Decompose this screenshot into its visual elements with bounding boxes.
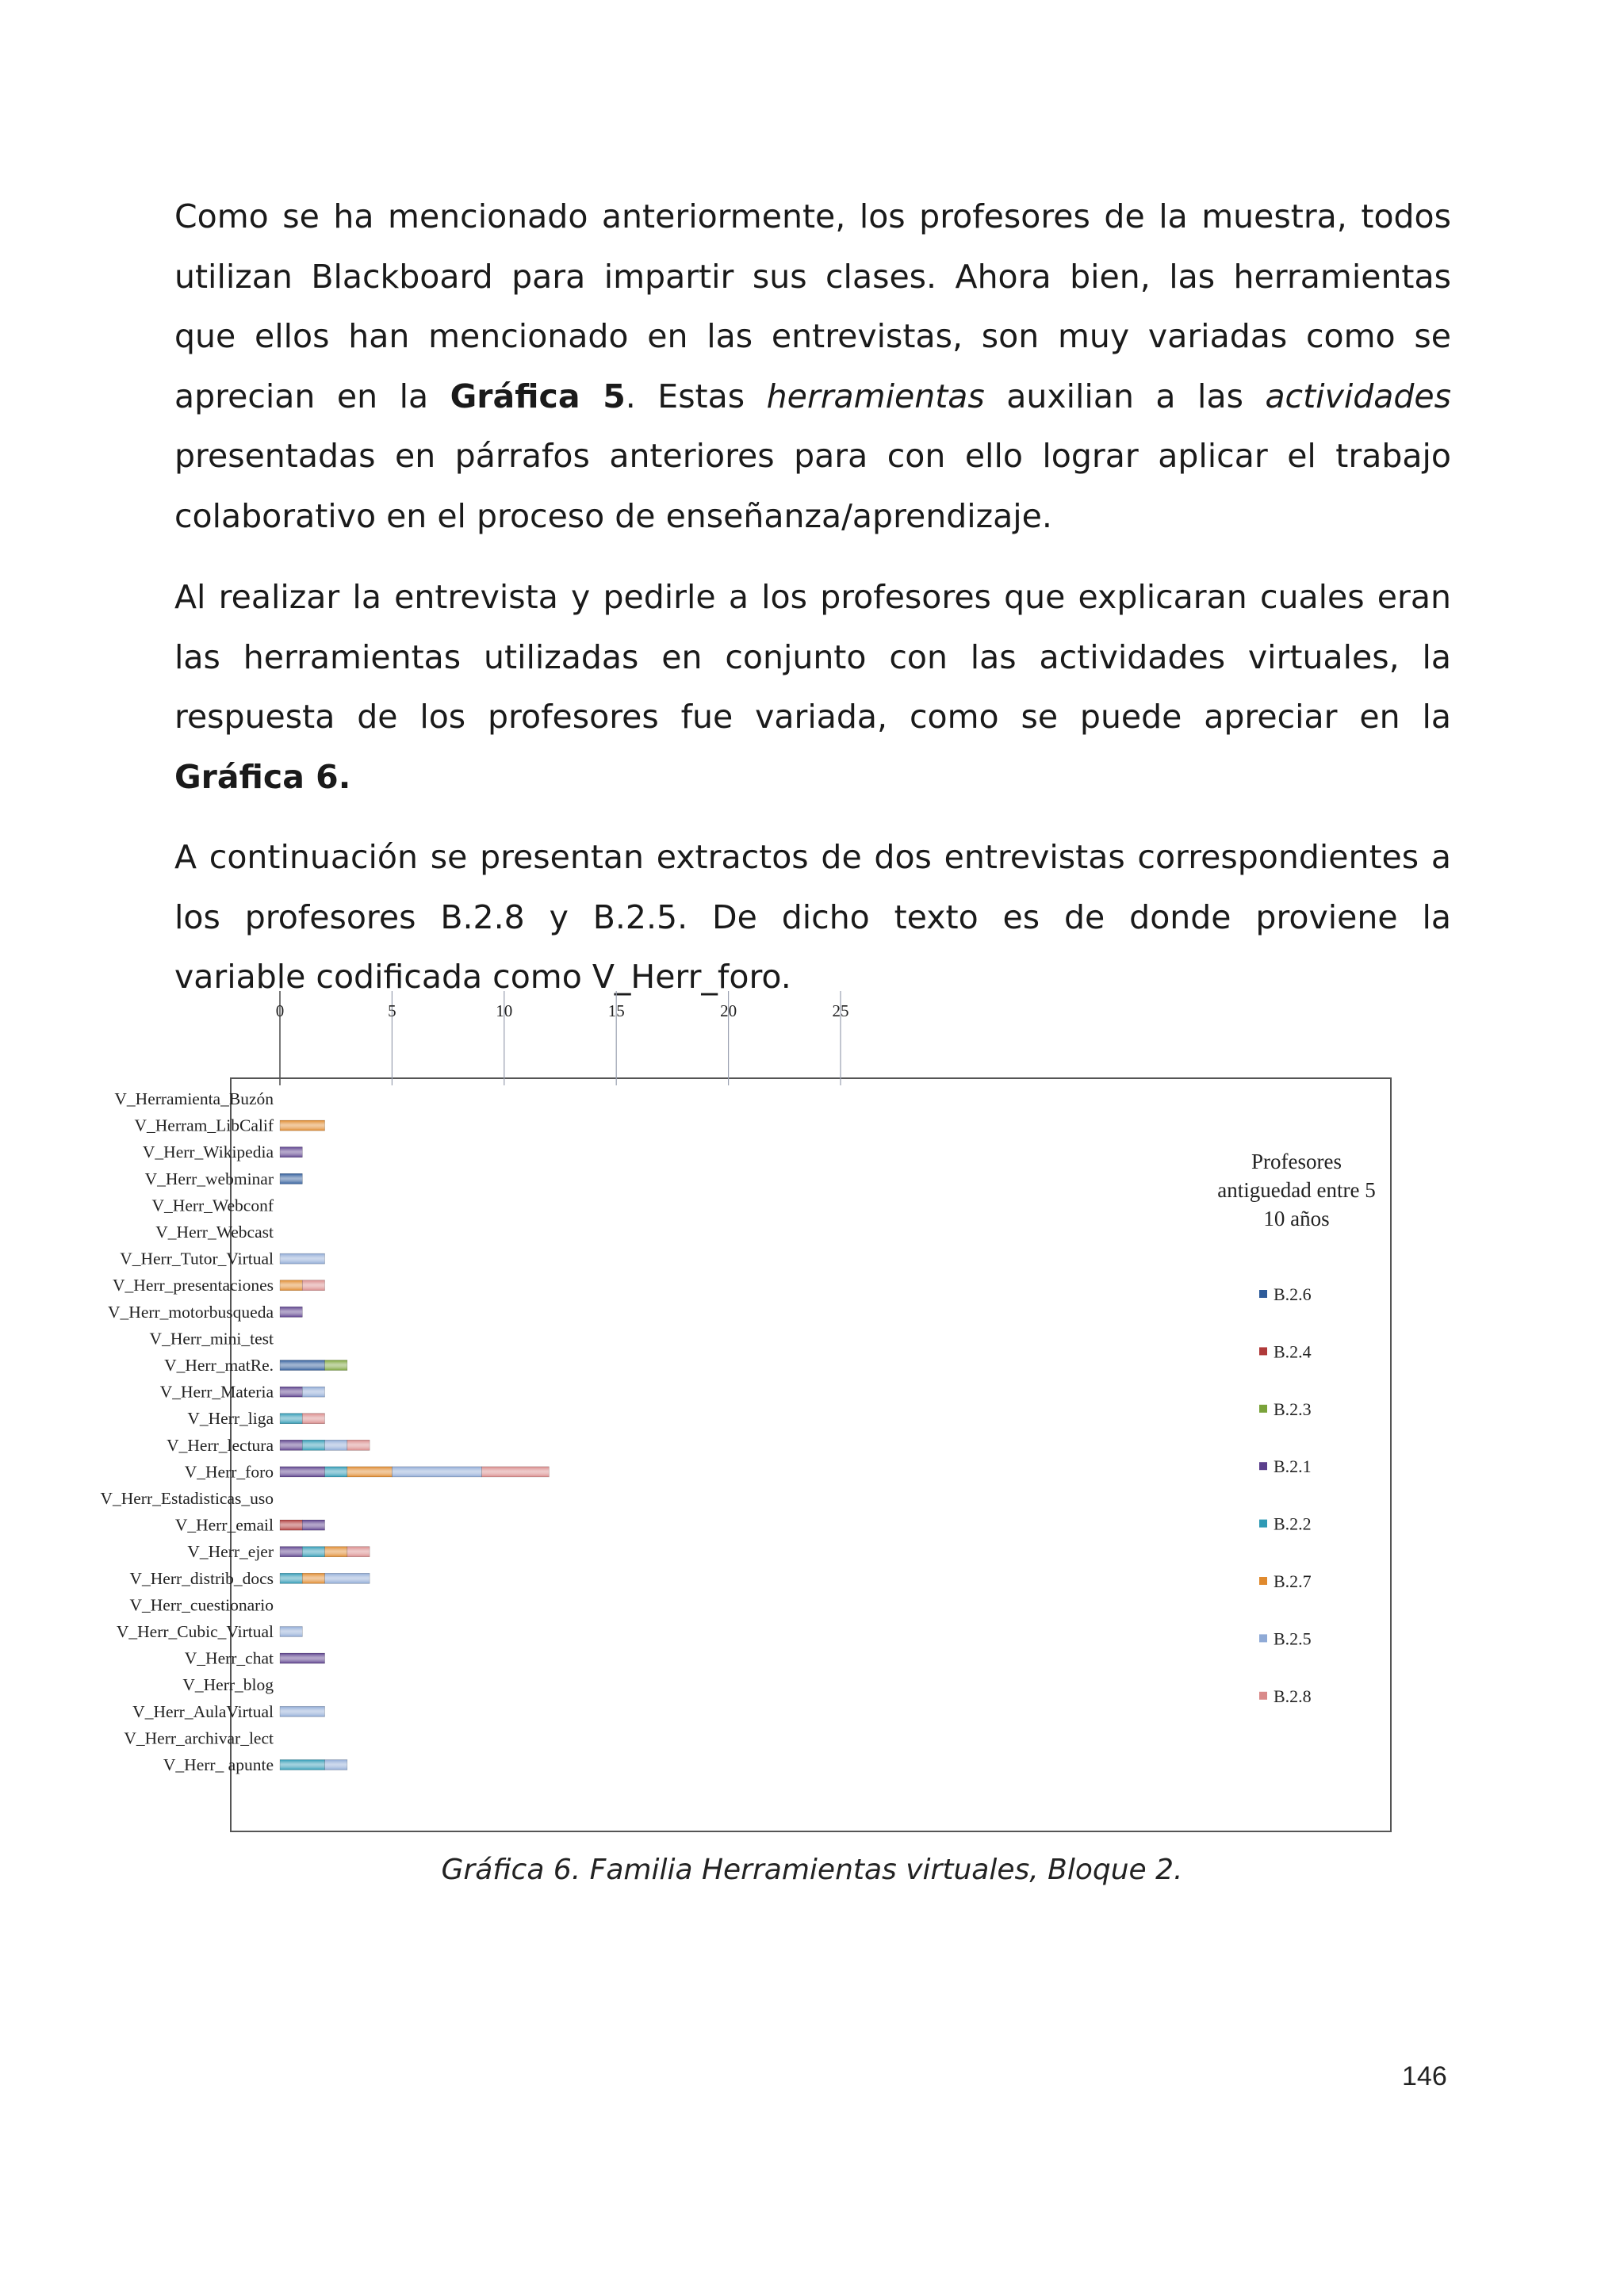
category-label: V_Herr_Webconf	[151, 1196, 274, 1215]
paragraph-3	[174, 828, 1451, 1008]
figure-reference: Gráfica 5	[450, 377, 626, 415]
bar-segment-shine	[347, 1467, 393, 1477]
bar-segment-shine	[280, 1253, 325, 1264]
bar-segment-shine	[280, 1547, 302, 1557]
paragraph-1-line-6: colaborativo en el proceso de enseñanza/aprendizaje.	[174, 496, 1052, 535]
category-label: V_Herr_chat	[184, 1648, 274, 1668]
category-label: V_Herr_Wikipedia	[142, 1142, 274, 1162]
legend-title: antiguedad entre 5	[1217, 1178, 1376, 1202]
bar-segment-shine	[280, 1280, 302, 1291]
x-tick-label: 25	[832, 1001, 849, 1020]
category-label: V_Herramienta_Buzón	[114, 1089, 274, 1108]
text-run: . Estas	[625, 377, 767, 415]
category-label: V_Herr_blog	[182, 1675, 274, 1695]
bar-segment-shine	[347, 1547, 370, 1557]
paragraph-2-line-3: respuesta de los profesores fue variada, como se puede apreciar en la	[174, 698, 1451, 736]
paragraph-1-line-5: presentadas en párrafos anteriores para con ello lograr aplicar el trabajo	[174, 437, 1451, 475]
bar-segment-shine	[280, 1147, 302, 1158]
bar-segment-shine	[302, 1387, 324, 1397]
legend-label: B.2.7	[1274, 1571, 1312, 1591]
legend-label: B.2.5	[1274, 1628, 1312, 1649]
bar-segment-shine	[302, 1573, 324, 1583]
legend-swatch	[1259, 1290, 1267, 1298]
x-tick-label: 0	[275, 1001, 285, 1020]
x-tick-label: 20	[720, 1001, 737, 1020]
bar-chart	[100, 1001, 1390, 1831]
paragraph-1-line-4	[174, 367, 1451, 427]
paragraph-2-line-2: las herramientas utilizadas en conjunto con las actividades virtuales, la	[174, 637, 1451, 676]
bar-segment-shine	[280, 1414, 302, 1424]
bar-segment-shine	[280, 1387, 302, 1397]
bar-segment-shine	[280, 1467, 325, 1477]
bar-segment-shine	[325, 1760, 347, 1770]
category-label: V_Herram_LibCalif	[134, 1115, 274, 1135]
bar-segment-shine	[280, 1440, 302, 1450]
bar-segment-shine	[302, 1280, 324, 1291]
bar-segment-shine	[325, 1573, 370, 1583]
bar-segment-shine	[280, 1627, 302, 1637]
bar-segment-shine	[302, 1414, 324, 1424]
category-label: V_Herr_cuestionario	[129, 1595, 274, 1615]
bar-segment-shine	[325, 1360, 347, 1371]
category-label: V_Herr_motorbusqueda	[108, 1302, 274, 1322]
legend-label: B.2.6	[1274, 1284, 1312, 1304]
category-label: V_Herr_Materia	[159, 1382, 274, 1402]
paragraph-3-line-2: los profesores B.2.8 y B.2.5. De dicho texto es de donde proviene la	[174, 897, 1451, 936]
legend-title: 10 años	[1263, 1207, 1330, 1230]
bar-segment-shine	[392, 1467, 481, 1477]
category-label: V_Herr_distrib_docs	[129, 1568, 274, 1588]
text-run: auxilian a las	[984, 377, 1266, 415]
chart-frame	[100, 1001, 1392, 1832]
bar-segment-shine	[280, 1760, 325, 1770]
category-label: V_Herr_foro	[184, 1462, 274, 1482]
category-label: V_Herr_archivar_lect	[124, 1728, 274, 1748]
figure-reference: Gráfica 6.	[174, 757, 351, 796]
category-label: V_Herr_AulaVirtual	[132, 1701, 274, 1721]
paragraph-2	[174, 568, 1451, 807]
legend-label: B.2.8	[1274, 1686, 1312, 1706]
legend-title: Profesores	[1251, 1150, 1342, 1173]
legend-swatch	[1259, 1634, 1267, 1642]
bar-segment-shine	[347, 1440, 370, 1450]
category-label: V_Herr_ejer	[187, 1542, 274, 1562]
x-tick-label: 5	[388, 1001, 396, 1020]
x-tick-label: 15	[607, 1001, 625, 1020]
page-number: 146	[1402, 2061, 1447, 2091]
bar-segment-shine	[280, 1360, 325, 1371]
category-label: V_Herr_presentaciones	[113, 1276, 274, 1295]
bar-segment-shine	[280, 1120, 325, 1131]
legend-swatch	[1259, 1692, 1267, 1700]
bar-segment-shine	[302, 1547, 324, 1557]
paragraph-3-line-1: A continuación se presentan extractos de dos entrevistas correspondientes a	[174, 838, 1451, 876]
bar-segment-shine	[482, 1467, 550, 1477]
bar-segment-shine	[325, 1440, 347, 1450]
legend-swatch	[1259, 1405, 1267, 1413]
legend-swatch	[1259, 1462, 1267, 1470]
legend-label: B.2.3	[1274, 1399, 1312, 1419]
paragraph-2-line-1: Al realizar la entrevista y pedirle a los profesores que explicaran cuales eran	[174, 578, 1451, 616]
figure-caption: Gráfica 6. Familia Herramientas virtuales, Bloque 2.	[441, 1854, 1183, 1886]
category-label: V_Herr_Webcast	[155, 1223, 274, 1242]
bar-segment-shine	[302, 1520, 324, 1530]
category-label: V_Herr_Tutor_Virtual	[120, 1249, 274, 1269]
text-run: aprecian en la	[174, 377, 450, 415]
emphasis-text: herramientas	[766, 377, 985, 415]
bar-segment-shine	[280, 1706, 325, 1716]
legend-swatch	[1259, 1577, 1267, 1585]
paragraph-1-line-3: que ellos han mencionado en las entrevistas, son muy variadas como se	[174, 317, 1451, 355]
category-label: V_Herr_Cubic_Virtual	[116, 1622, 274, 1641]
paragraph-1-line-2: utilizan Blackboard para impartir sus clases. Ahora bien, las herramientas	[174, 257, 1451, 296]
bar-segment-shine	[280, 1307, 302, 1317]
paragraph-1	[174, 187, 1451, 546]
legend-swatch	[1259, 1347, 1267, 1355]
bar-segment-shine	[325, 1467, 347, 1477]
category-label: V_Herr_matRe.	[164, 1356, 274, 1375]
bar-segment-shine	[280, 1173, 302, 1184]
paragraph-3-line-3: variable codificada como V_Herr_foro.	[174, 958, 791, 996]
category-label: V_Herr_webminar	[144, 1169, 274, 1188]
legend-label: B.2.4	[1274, 1341, 1312, 1362]
bar-segment-shine	[280, 1653, 325, 1663]
category-label: V_Herr_mini_test	[149, 1329, 274, 1349]
x-tick-label: 10	[496, 1001, 513, 1020]
legend-label: B.2.1	[1274, 1456, 1312, 1477]
bar-segment-shine	[302, 1440, 324, 1450]
bar-segment-shine	[280, 1520, 302, 1530]
category-label: V_Herr_liga	[187, 1409, 274, 1429]
paragraph-1-line-1: Como se ha mencionado anteriormente, los profesores de la muestra, todos	[174, 197, 1451, 235]
emphasis-text: actividades	[1265, 377, 1451, 415]
legend-label: B.2.2	[1274, 1513, 1312, 1534]
legend-swatch	[1259, 1520, 1267, 1528]
category-label: V_Herr_Estadisticas_uso	[100, 1489, 274, 1508]
bar-segment-shine	[280, 1573, 302, 1583]
bar-segment-shine	[325, 1547, 347, 1557]
category-label: V_Herr_lectura	[167, 1435, 274, 1455]
category-label: V_Herr_ apunte	[163, 1755, 274, 1774]
category-label: V_Herr_email	[174, 1515, 274, 1535]
